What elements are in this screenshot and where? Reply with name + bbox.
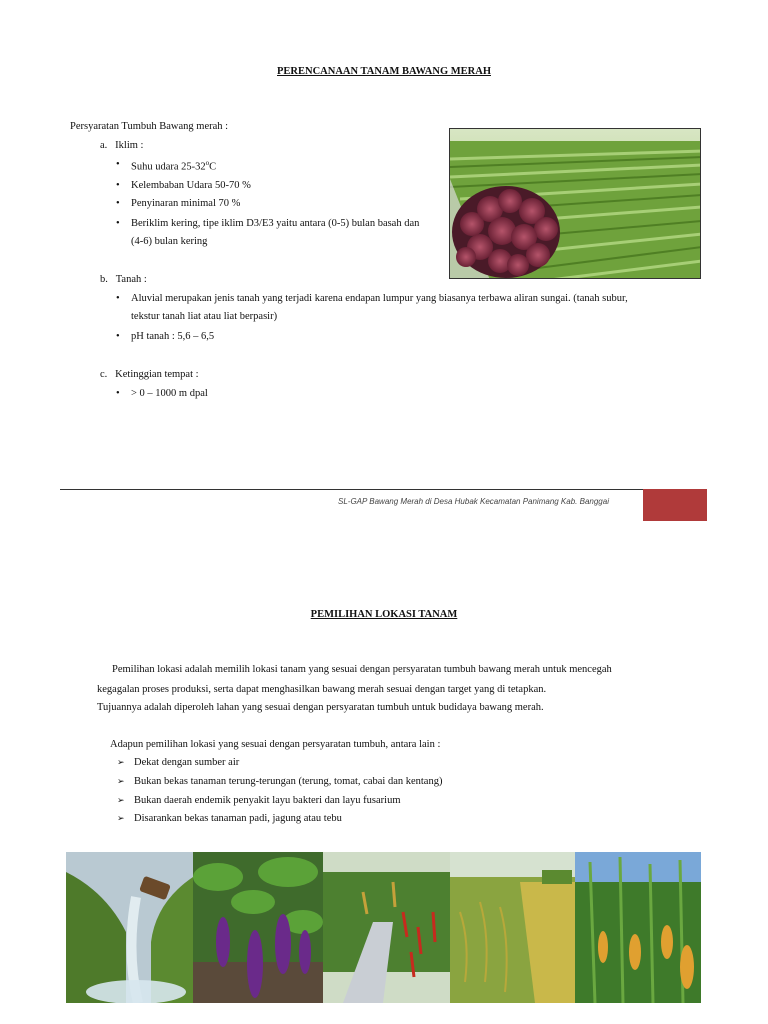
- section-label-iklim: a. Iklim :: [100, 140, 144, 151]
- list-item-continuation: (4-6) bulan kering: [131, 236, 208, 247]
- list-intro: Adapun pemilihan lokasi yang sesuai dengan persyaratan tumbuh, antara lain :: [110, 739, 441, 750]
- list-item: ➢ Dekat dengan sumber air: [134, 757, 239, 768]
- rice-field-photo: [450, 852, 575, 1003]
- footer-rule: [60, 489, 643, 490]
- footer-accent-block: [643, 489, 707, 521]
- paragraph-line: Tujuannya adalah diperoleh lahan yang sesuai dengan persyaratan tumbuh untuk budidaya bawang merah.: [97, 702, 544, 713]
- corn-field-photo: [575, 852, 701, 1003]
- intro-text: Persyaratan Tumbuh Bawang merah :: [70, 121, 229, 132]
- chili-photo: [323, 852, 450, 1003]
- section-label-tanah: b. Tanah :: [100, 274, 147, 285]
- list-item: ➢ Disarankan bekas tanaman padi, jagung atau tebu: [134, 813, 342, 824]
- page-title-perencanaan: PERENCANAAN TANAM BAWANG MERAH: [277, 66, 491, 77]
- list-item: • Aluvial merupakan jenis tanah yang terjadi karena endapan lumpur yang biasanya terbawa aliran sungai. (tanah subur,: [131, 293, 628, 304]
- list-item: • pH tanah : 5,6 – 6,5: [131, 331, 214, 342]
- page-title-pemilihan: PEMILIHAN LOKASI TANAM: [310, 609, 458, 620]
- section-label-ketinggian: c. Ketinggian tempat :: [100, 369, 199, 380]
- paragraph-line: kegagalan proses produksi, serta dapat menghasilkan bawang merah sesuai dengan target yang di tetapkan.: [97, 684, 547, 695]
- list-item-continuation: tekstur tanah liat atau liat berpasir): [131, 311, 278, 322]
- list-item: • Suhu udara 25-32$^o$C: [131, 159, 216, 173]
- list-item: • Penyinaran minimal 70 %: [131, 198, 240, 209]
- footer-text: SL-GAP Bawang Merah di Desa Hubak Kecamatan Panimang Kab. Banggai: [338, 497, 609, 506]
- water-source-photo: [66, 852, 193, 1003]
- list-item: • Kelembaban Udara 50-70 %: [131, 180, 251, 191]
- eggplant-photo: [193, 852, 323, 1003]
- list-item: ➢ Bukan daerah endemik penyakit layu bakteri dan layu fusarium: [134, 795, 401, 806]
- paragraph-line: Pemilihan lokasi adalah memilih lokasi tanam yang sesuai dengan persyaratan tumbuh bawang merah untuk mencegah: [112, 664, 612, 675]
- onion-field-photo: [449, 128, 701, 279]
- list-item: • > 0 – 1000 m dpal: [131, 388, 208, 399]
- list-item: • Beriklim kering, tipe iklim D3/E3 yaitu antara (0-5) bulan basah dan: [131, 218, 419, 229]
- list-item: ➢ Bukan bekas tanaman terung-terungan (terung, tomat, cabai dan kentang): [134, 776, 442, 787]
